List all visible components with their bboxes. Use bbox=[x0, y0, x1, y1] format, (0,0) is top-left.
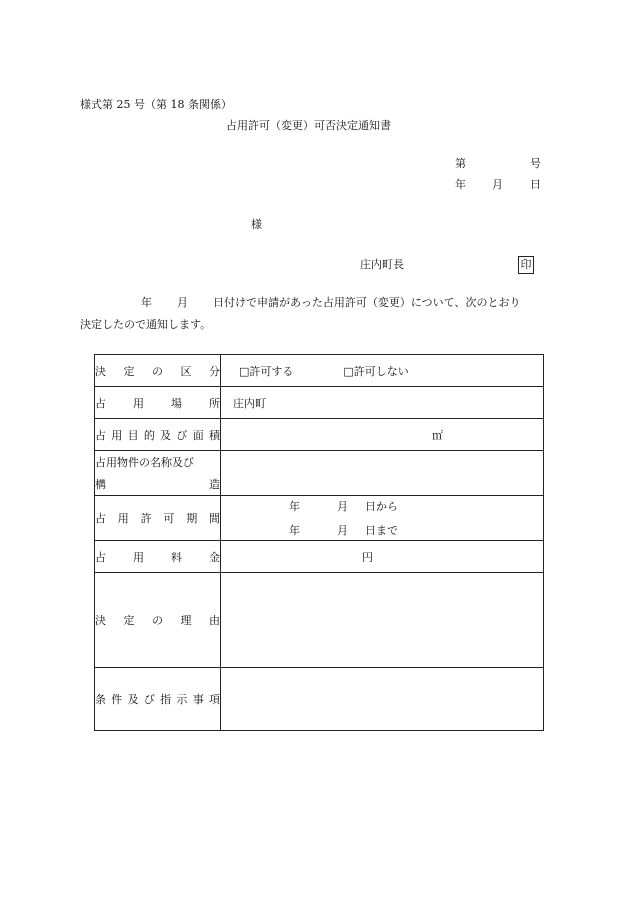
issuer-name: 庄内町長 bbox=[360, 258, 404, 271]
row-conditions bbox=[95, 668, 544, 731]
addressee-suffix: 様 bbox=[251, 218, 262, 231]
label-conditions-text: 条 件 及 び 指 示 事 項 bbox=[95, 693, 220, 706]
period-to-year: 年 bbox=[289, 524, 300, 537]
label-fee bbox=[95, 541, 221, 573]
option-approve[interactable]: □許可する bbox=[239, 364, 294, 378]
value-fee bbox=[221, 541, 544, 573]
value-conditions bbox=[221, 668, 544, 731]
label-reason bbox=[95, 573, 221, 668]
fee-unit: 円 bbox=[362, 550, 373, 564]
ref-number-suffix: 号 bbox=[530, 157, 541, 170]
label-purpose bbox=[95, 419, 221, 451]
label-fee-text: 占 用 料 金 bbox=[95, 550, 220, 564]
label-location-text: 占 用 場 所 bbox=[95, 396, 220, 410]
seal-mark: 印 bbox=[518, 256, 534, 274]
label-decision bbox=[95, 355, 221, 387]
body-year: 年 bbox=[141, 296, 152, 309]
ref-number-prefix: 第 bbox=[455, 157, 466, 170]
label-purpose-text: 占 用 目 的 及 び 面 積 bbox=[95, 428, 220, 442]
option-deny[interactable]: □許可しない bbox=[343, 364, 409, 378]
area-unit: ㎡ bbox=[432, 428, 443, 442]
form-number: 様式第 25 号（第 18 条関係） bbox=[80, 98, 232, 111]
value-location bbox=[221, 387, 544, 419]
label-structure-line2: 構 造 bbox=[95, 478, 220, 491]
date-day: 日 bbox=[530, 178, 541, 191]
document-title: 占用許可（変更）可否決定通知書 bbox=[226, 119, 391, 132]
row-purpose bbox=[95, 419, 544, 451]
period-to-month: 月 bbox=[337, 524, 348, 537]
value-decision bbox=[221, 355, 544, 387]
row-period bbox=[95, 496, 544, 541]
row-decision bbox=[95, 355, 544, 387]
label-structure-line1: 占用物件の名称及び bbox=[95, 456, 194, 469]
period-from-month: 月 bbox=[337, 500, 348, 513]
label-structure bbox=[95, 451, 221, 496]
body-text-line2: 決定したので通知します。 bbox=[80, 318, 212, 331]
value-structure bbox=[221, 451, 544, 496]
body-month: 月 bbox=[177, 296, 188, 309]
value-purpose bbox=[221, 419, 544, 451]
row-fee bbox=[95, 541, 544, 573]
row-structure bbox=[95, 451, 544, 496]
date-year: 年 bbox=[455, 178, 466, 191]
body-text-line1: 日付けで申請があった占用許可（変更）について、次のとおり bbox=[213, 296, 521, 309]
period-from bbox=[289, 498, 543, 514]
period-from-day: 日から bbox=[365, 500, 398, 513]
label-reason-text: 決 定 の 理 由 bbox=[95, 614, 220, 627]
decision-table bbox=[94, 354, 544, 731]
period-to-day: 日まで bbox=[365, 524, 398, 537]
value-period bbox=[221, 496, 544, 541]
value-reason bbox=[221, 573, 544, 668]
label-decision-text: 決 定 の 区 分 bbox=[95, 364, 220, 378]
period-to bbox=[289, 522, 543, 538]
label-period-text: 占 用 許 可 期 間 bbox=[95, 512, 220, 525]
label-location bbox=[95, 387, 221, 419]
label-period bbox=[95, 496, 221, 541]
location-value: 庄内町 bbox=[233, 396, 266, 410]
row-location bbox=[95, 387, 544, 419]
row-reason bbox=[95, 573, 544, 668]
label-conditions bbox=[95, 668, 221, 731]
period-from-year: 年 bbox=[289, 500, 300, 513]
date-month: 月 bbox=[492, 178, 503, 191]
